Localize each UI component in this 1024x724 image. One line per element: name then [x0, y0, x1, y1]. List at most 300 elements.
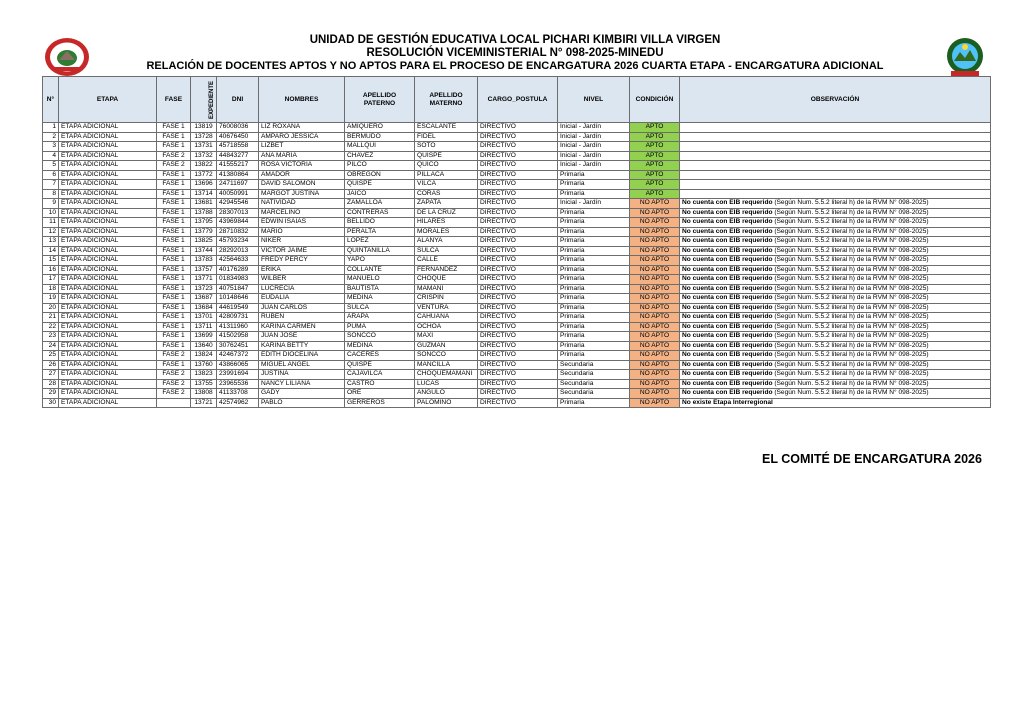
cargo-cell: DIRECTIVO — [478, 332, 558, 342]
apellido-paterno-cell: PUMA — [345, 322, 415, 332]
etapa-cell: ETAPA ADICIONAL — [59, 227, 157, 237]
nivel-cell: Inicial - Jardín — [558, 199, 630, 209]
dni-cell: 01834983 — [217, 275, 259, 285]
nombres-cell: EUDALIA — [259, 294, 345, 304]
cargo-cell: DIRECTIVO — [478, 123, 558, 133]
apellido-paterno-cell: MEDINA — [345, 294, 415, 304]
observacion-reference: (Según Num. 5.5.2 literal h) de la RVM N° 098-2025) — [772, 227, 929, 235]
observacion-cell — [680, 284, 991, 294]
condicion-cell: NO APTO — [630, 199, 680, 209]
table-row — [43, 237, 991, 247]
observacion-main: No cuenta con EIB requerido — [682, 199, 773, 206]
cargo-cell: DIRECTIVO — [478, 313, 558, 323]
observacion-main: No cuenta con EIB requerido — [682, 275, 773, 282]
nombres-cell: EDITH DIOCELINA — [259, 351, 345, 361]
municipal-logo — [942, 37, 988, 77]
apellido-materno-cell: CHOQUEMAMANI — [415, 370, 478, 380]
nombres-cell: LIZ ROXANA — [259, 123, 345, 133]
row-number: 27 — [43, 370, 59, 380]
table-row — [43, 370, 991, 380]
nivel-cell: Primaria — [558, 398, 630, 408]
apellido-paterno-cell: LOPEZ — [345, 237, 415, 247]
institution-title: UNIDAD DE GESTIÓN EDUCATIVA LOCAL PICHARI KIMBIRI VILLA VIRGEN — [309, 34, 721, 46]
observacion-main: No cuenta con EIB requerido — [682, 303, 773, 311]
nombres-cell: KARINA BETTY — [259, 341, 345, 351]
condicion-cell: NO APTO — [630, 284, 680, 294]
row-number: 19 — [43, 294, 59, 304]
nivel-cell: Primaria — [558, 284, 630, 294]
row-number: 11 — [43, 218, 59, 228]
fase-cell: FASE 1 — [157, 199, 191, 209]
observacion-main: No cuenta con EIB requerido — [682, 256, 773, 263]
table-row — [43, 351, 991, 361]
expediente-cell: 13772 — [191, 170, 217, 180]
dni-cell: 23991694 — [217, 370, 259, 380]
apellido-paterno-cell: OBREGON — [345, 170, 415, 180]
nivel-cell: Inicial - Jardín — [558, 132, 630, 142]
table-row — [43, 142, 991, 152]
apellido-paterno-cell: PERALTA — [345, 227, 415, 237]
table-row — [43, 360, 991, 370]
condicion-cell: NO APTO — [630, 275, 680, 285]
nivel-cell: Primaria — [558, 180, 630, 190]
dni-cell: 40176289 — [217, 265, 259, 275]
condicion-cell: NO APTO — [630, 332, 680, 342]
etapa-cell: ETAPA ADICIONAL — [59, 246, 157, 256]
cargo-cell: DIRECTIVO — [478, 189, 558, 199]
row-number: 10 — [43, 208, 59, 218]
dni-cell: 24711697 — [217, 180, 259, 190]
col-header-observacion: OBSERVACIÓN — [680, 77, 991, 123]
table-row — [43, 256, 991, 266]
report-title: RELACIÓN DE DOCENTES APTOS Y NO APTOS PARA EL PROCESO DE ENCARGATURA 2026 CUARTA ETAPA - ENCARGATURA ADICIONAL — [146, 60, 884, 72]
observacion-cell — [680, 313, 991, 323]
nombres-cell: ERIKA — [259, 265, 345, 275]
condicion-cell: NO APTO — [630, 237, 680, 247]
nivel-cell: Inicial - Jardín — [558, 142, 630, 152]
observacion-main: No cuenta con EIB requerido — [682, 360, 773, 368]
table-row — [43, 313, 991, 323]
row-number: 22 — [43, 322, 59, 332]
row-number: 14 — [43, 246, 59, 256]
nivel-cell: Primaria — [558, 237, 630, 247]
observacion-main: No cuenta con EIB requerido — [682, 351, 773, 358]
table-row — [43, 132, 991, 142]
apellido-paterno-cell: CHAVEZ — [345, 151, 415, 161]
cargo-cell: DIRECTIVO — [478, 398, 558, 408]
table-row — [43, 303, 991, 313]
nombres-cell: VICTOR JAIME — [259, 246, 345, 256]
col-header-fase: FASE — [157, 77, 191, 123]
dni-cell: 30762451 — [217, 341, 259, 351]
apellido-paterno-cell: MEDINA — [345, 341, 415, 351]
condicion-cell: APTO — [630, 161, 680, 171]
observacion-main: No cuenta con EIB requerido — [682, 208, 773, 216]
apellido-materno-cell: MAMANI — [415, 284, 478, 294]
cargo-cell: DIRECTIVO — [478, 142, 558, 152]
observacion-reference: (Según Num. 5.5.2 literal h) de la RVM N° 098-2025) — [772, 265, 929, 273]
apellido-materno-cell: SONCCO — [415, 351, 478, 361]
observacion-cell — [680, 227, 991, 237]
observacion-main: No cuenta con EIB requerido — [682, 246, 773, 254]
row-number: 17 — [43, 275, 59, 285]
apellido-paterno-cell: MALLQUI — [345, 142, 415, 152]
fase-cell: FASE 2 — [157, 379, 191, 389]
observacion-reference: (Según Num. 5.5.2 literal h) de la RVM N° 098-2025) — [772, 332, 929, 339]
apellido-paterno-cell: MANUELO — [345, 275, 415, 285]
fase-cell: FASE 1 — [157, 284, 191, 294]
observacion-reference: (Según Num. 5.5.2 literal h) de la RVM N° 098-2025) — [772, 379, 929, 387]
fase-cell: FASE 1 — [157, 189, 191, 199]
nombres-cell: FREDY PERCY — [259, 256, 345, 266]
nivel-cell: Primaria — [558, 208, 630, 218]
apellido-paterno-cell: SULCA — [345, 303, 415, 313]
fase-cell: FASE 1 — [157, 332, 191, 342]
etapa-cell: ETAPA ADICIONAL — [59, 360, 157, 370]
apellido-materno-cell: ANGULO — [415, 389, 478, 399]
dni-cell: 42809731 — [217, 313, 259, 323]
fase-cell: FASE 1 — [157, 265, 191, 275]
expediente-cell: 13640 — [191, 341, 217, 351]
apellido-materno-cell: FIDEL — [415, 132, 478, 142]
dni-cell: 28710832 — [217, 227, 259, 237]
fase-cell: FASE 1 — [157, 180, 191, 190]
apellido-materno-cell: FERNANDEZ — [415, 265, 478, 275]
condicion-cell: NO APTO — [630, 389, 680, 399]
observacion-cell — [680, 142, 991, 152]
dni-cell: 43969844 — [217, 218, 259, 228]
apellido-paterno-cell: CASTRO — [345, 379, 415, 389]
nombres-cell: NATIVIDAD — [259, 199, 345, 209]
row-number: 5 — [43, 161, 59, 171]
etapa-cell: ETAPA ADICIONAL — [59, 151, 157, 161]
row-number: 7 — [43, 180, 59, 190]
fase-cell: FASE 1 — [157, 294, 191, 304]
apellido-materno-cell: OCHOA — [415, 322, 478, 332]
nivel-cell: Primaria — [558, 322, 630, 332]
observacion-reference: (Según Num. 5.5.2 literal h) de la RVM N° 098-2025) — [772, 351, 929, 358]
observacion-cell — [680, 123, 991, 133]
nivel-cell: Primaria — [558, 246, 630, 256]
expediente-cell: 13822 — [191, 161, 217, 171]
condicion-cell: APTO — [630, 142, 680, 152]
observacion-cell — [680, 351, 991, 361]
nivel-cell: Primaria — [558, 332, 630, 342]
expediente-cell: 13699 — [191, 332, 217, 342]
etapa-cell: ETAPA ADICIONAL — [59, 170, 157, 180]
nombres-cell: GADY — [259, 389, 345, 399]
observacion-reference: (Según Num. 5.5.2 literal h) de la RVM N° 098-2025) — [772, 237, 929, 244]
apellido-materno-cell: ZAPATA — [415, 199, 478, 209]
expediente-cell: 13721 — [191, 398, 217, 408]
observacion-reference: (Según Num. 5.5.2 literal h) de la RVM N° 098-2025) — [772, 341, 929, 349]
nivel-cell: Primaria — [558, 313, 630, 323]
nivel-cell: Primaria — [558, 218, 630, 228]
observacion-reference: (Según Num. 5.5.2 literal h) de la RVM N° 098-2025) — [772, 246, 929, 254]
cargo-cell: DIRECTIVO — [478, 218, 558, 228]
apellido-paterno-cell: CONTRERAS — [345, 208, 415, 218]
col-header-nombres: NOMBRES — [259, 77, 345, 123]
nombres-cell: JUAN CARLOS — [259, 303, 345, 313]
etapa-cell: ETAPA ADICIONAL — [59, 370, 157, 380]
etapa-cell: ETAPA ADICIONAL — [59, 123, 157, 133]
col-header-cargo: CARGO_POSTULA — [478, 77, 558, 123]
condicion-cell: NO APTO — [630, 398, 680, 408]
dni-cell: 28292013 — [217, 246, 259, 256]
nombres-cell: MIGUEL ANGEL — [259, 360, 345, 370]
expediente-cell: 13731 — [191, 142, 217, 152]
cargo-cell: DIRECTIVO — [478, 227, 558, 237]
fase-cell: FASE 1 — [157, 227, 191, 237]
observacion-reference: (Según Num. 5.5.2 literal h) de la RVM N° 098-2025) — [772, 218, 929, 225]
expediente-cell: 13819 — [191, 123, 217, 133]
row-number: 23 — [43, 332, 59, 342]
nivel-cell: Primaria — [558, 170, 630, 180]
expediente-cell: 13701 — [191, 313, 217, 323]
row-number: 13 — [43, 237, 59, 247]
fase-cell: FASE 1 — [157, 132, 191, 142]
fase-cell: FASE 1 — [157, 208, 191, 218]
apellido-materno-cell: VENTURA — [415, 303, 478, 313]
table-row — [43, 379, 991, 389]
observacion-cell — [680, 294, 991, 304]
row-number: 15 — [43, 256, 59, 266]
expediente-cell: 13760 — [191, 360, 217, 370]
etapa-cell: ETAPA ADICIONAL — [59, 322, 157, 332]
table-row — [43, 161, 991, 171]
row-number: 18 — [43, 284, 59, 294]
apellido-paterno-cell: GERREROS — [345, 398, 415, 408]
observacion-cell — [680, 360, 991, 370]
cargo-cell: DIRECTIVO — [478, 275, 558, 285]
col-header-apellido-paterno: APELLIDO PATERNO — [345, 77, 415, 123]
dni-cell: 42574962 — [217, 398, 259, 408]
table-row — [43, 284, 991, 294]
nombres-cell: RUBEN — [259, 313, 345, 323]
condicion-cell: NO APTO — [630, 322, 680, 332]
condicion-cell: NO APTO — [630, 256, 680, 266]
fase-cell: FASE 2 — [157, 389, 191, 399]
col-header-nivel: NIVEL — [558, 77, 630, 123]
nivel-cell: Primaria — [558, 341, 630, 351]
observacion-cell — [680, 256, 991, 266]
row-number: 12 — [43, 227, 59, 237]
expediente-cell: 13744 — [191, 246, 217, 256]
condicion-cell: NO APTO — [630, 265, 680, 275]
condicion-cell: NO APTO — [630, 208, 680, 218]
apellido-materno-cell: CORAS — [415, 189, 478, 199]
etapa-cell: ETAPA ADICIONAL — [59, 351, 157, 361]
row-number: 20 — [43, 303, 59, 313]
apellido-paterno-cell: BELLIDO — [345, 218, 415, 228]
condicion-cell: APTO — [630, 132, 680, 142]
nombres-cell: DAVID SALOMON — [259, 180, 345, 190]
ugel-logo — [44, 37, 90, 77]
condicion-cell: NO APTO — [630, 379, 680, 389]
observacion-cell — [680, 199, 991, 209]
dni-cell: 23965536 — [217, 379, 259, 389]
observacion-cell — [680, 170, 991, 180]
table-row — [43, 180, 991, 190]
apellido-materno-cell: PILLACA — [415, 170, 478, 180]
row-number: 16 — [43, 265, 59, 275]
row-number: 6 — [43, 170, 59, 180]
committee-signature: EL COMITÉ DE ENCARGATURA 2026 — [762, 452, 982, 466]
expediente-cell: 13696 — [191, 180, 217, 190]
row-number: 21 — [43, 313, 59, 323]
nivel-cell: Primaria — [558, 265, 630, 275]
cargo-cell: DIRECTIVO — [478, 265, 558, 275]
dni-cell: 40751847 — [217, 284, 259, 294]
nombres-cell: MARIO — [259, 227, 345, 237]
document-header — [100, 34, 930, 73]
candidates-table — [42, 76, 991, 408]
row-number: 8 — [43, 189, 59, 199]
observacion-cell — [680, 180, 991, 190]
observacion-reference: (Según Num. 5.5.2 literal h) de la RVM N° 098-2025) — [772, 275, 929, 282]
observacion-main: No existe Etapa Interregional — [682, 398, 773, 406]
etapa-cell: ETAPA ADICIONAL — [59, 237, 157, 247]
table-row — [43, 189, 991, 199]
observacion-cell — [680, 218, 991, 228]
condicion-cell: NO APTO — [630, 218, 680, 228]
table-row — [43, 294, 991, 304]
cargo-cell: DIRECTIVO — [478, 284, 558, 294]
apellido-materno-cell: QUICO — [415, 161, 478, 171]
cargo-cell: DIRECTIVO — [478, 360, 558, 370]
table-row — [43, 265, 991, 275]
observacion-main: No cuenta con EIB requerido — [682, 313, 773, 320]
row-number: 9 — [43, 199, 59, 209]
cargo-cell: DIRECTIVO — [478, 341, 558, 351]
nombres-cell: PABLO — [259, 398, 345, 408]
expediente-cell: 13825 — [191, 237, 217, 247]
dni-cell: 44619549 — [217, 303, 259, 313]
observacion-cell — [680, 389, 991, 399]
row-number: 4 — [43, 151, 59, 161]
observacion-main: No cuenta con EIB requerido — [682, 370, 773, 377]
apellido-materno-cell: DE LA CRUZ — [415, 208, 478, 218]
condicion-cell: APTO — [630, 123, 680, 133]
apellido-paterno-cell: ZAMALLOA — [345, 199, 415, 209]
etapa-cell: ETAPA ADICIONAL — [59, 284, 157, 294]
apellido-paterno-cell: ARAPA — [345, 313, 415, 323]
dni-cell: 41133708 — [217, 389, 259, 399]
fase-cell: FASE 2 — [157, 161, 191, 171]
expediente-cell: 13788 — [191, 208, 217, 218]
apellido-materno-cell: CHOQUE — [415, 275, 478, 285]
cargo-cell: DIRECTIVO — [478, 389, 558, 399]
apellido-materno-cell: CRISPIN — [415, 294, 478, 304]
observacion-reference: (Según Num. 5.5.2 literal h) de la RVM N° 098-2025) — [772, 294, 929, 301]
observacion-cell — [680, 370, 991, 380]
cargo-cell: DIRECTIVO — [478, 370, 558, 380]
observacion-reference: (Según Num. 5.5.2 literal h) de la RVM N° 098-2025) — [772, 208, 929, 216]
observacion-cell — [680, 275, 991, 285]
table-row — [43, 170, 991, 180]
dni-cell: 41502958 — [217, 332, 259, 342]
apellido-materno-cell: GUZMAN — [415, 341, 478, 351]
apellido-materno-cell: LUCAS — [415, 379, 478, 389]
observacion-reference: (Según Num. 5.5.2 literal h) de la RVM N° 098-2025) — [772, 322, 929, 330]
observacion-cell — [680, 341, 991, 351]
observacion-cell — [680, 208, 991, 218]
observacion-cell — [680, 246, 991, 256]
condicion-cell: APTO — [630, 189, 680, 199]
observacion-cell — [680, 161, 991, 171]
row-number: 25 — [43, 351, 59, 361]
apellido-materno-cell: ESCALANTE — [415, 123, 478, 133]
cargo-cell: DIRECTIVO — [478, 170, 558, 180]
observacion-reference: (Según Num. 5.5.2 literal h) de la RVM N° 098-2025) — [772, 370, 929, 377]
nivel-cell: Inicial - Jardín — [558, 123, 630, 133]
apellido-materno-cell: ALANYA — [415, 237, 478, 247]
observacion-reference: (Según Num. 5.5.2 literal h) de la RVM N° 098-2025) — [772, 303, 929, 311]
observacion-main: No cuenta con EIB requerido — [682, 227, 773, 235]
observacion-main: No cuenta con EIB requerido — [682, 237, 773, 244]
fase-cell: FASE 1 — [157, 341, 191, 351]
nivel-cell: Secundaria — [558, 370, 630, 380]
condicion-cell: APTO — [630, 170, 680, 180]
observacion-main: No cuenta con EIB requerido — [682, 265, 773, 273]
fase-cell: FASE 1 — [157, 142, 191, 152]
observacion-main: No cuenta con EIB requerido — [682, 218, 773, 225]
dni-cell: 41311960 — [217, 322, 259, 332]
cargo-cell: DIRECTIVO — [478, 294, 558, 304]
condicion-cell: NO APTO — [630, 246, 680, 256]
fase-cell: FASE 2 — [157, 370, 191, 380]
apellido-materno-cell: SOTO — [415, 142, 478, 152]
etapa-cell: ETAPA ADICIONAL — [59, 332, 157, 342]
observacion-reference: (Según Num. 5.5.2 literal h) de la RVM N° 098-2025) — [772, 389, 929, 396]
fase-cell — [157, 398, 191, 408]
observacion-main: No cuenta con EIB requerido — [682, 284, 773, 292]
nivel-cell: Primaria — [558, 303, 630, 313]
nombres-cell: EDWIN ISAIAS — [259, 218, 345, 228]
apellido-paterno-cell: CACERES — [345, 351, 415, 361]
expediente-cell: 13824 — [191, 351, 217, 361]
observacion-cell — [680, 132, 991, 142]
expediente-cell: 13779 — [191, 227, 217, 237]
etapa-cell: ETAPA ADICIONAL — [59, 199, 157, 209]
apellido-paterno-cell: AMIQUERO — [345, 123, 415, 133]
expediente-cell: 13755 — [191, 379, 217, 389]
table-row — [43, 246, 991, 256]
expediente-cell: 13808 — [191, 389, 217, 399]
apellido-materno-cell: VILCA — [415, 180, 478, 190]
expediente-cell: 13711 — [191, 322, 217, 332]
observacion-main: No cuenta con EIB requerido — [682, 322, 773, 330]
resolution-title: RESOLUCIÓN VICEMINISTERIAL N° 098-2025-MINEDU — [366, 47, 664, 59]
observacion-cell — [680, 398, 991, 408]
fase-cell: FASE 2 — [157, 351, 191, 361]
condicion-cell: APTO — [630, 151, 680, 161]
cargo-cell: DIRECTIVO — [478, 151, 558, 161]
cargo-cell: DIRECTIVO — [478, 180, 558, 190]
expediente-cell: 13684 — [191, 303, 217, 313]
table-row — [43, 341, 991, 351]
observacion-reference: (Según Num. 5.5.2 literal h) de la RVM N° 098-2025) — [772, 360, 929, 368]
table-row — [43, 218, 991, 228]
row-number: 26 — [43, 360, 59, 370]
apellido-materno-cell: QUISPE — [415, 151, 478, 161]
condicion-cell: APTO — [630, 180, 680, 190]
nombres-cell: LUCRECIA — [259, 284, 345, 294]
apellido-materno-cell: MAXI — [415, 332, 478, 342]
table-row — [43, 208, 991, 218]
fase-cell: FASE 2 — [157, 151, 191, 161]
fase-cell: FASE 1 — [157, 322, 191, 332]
